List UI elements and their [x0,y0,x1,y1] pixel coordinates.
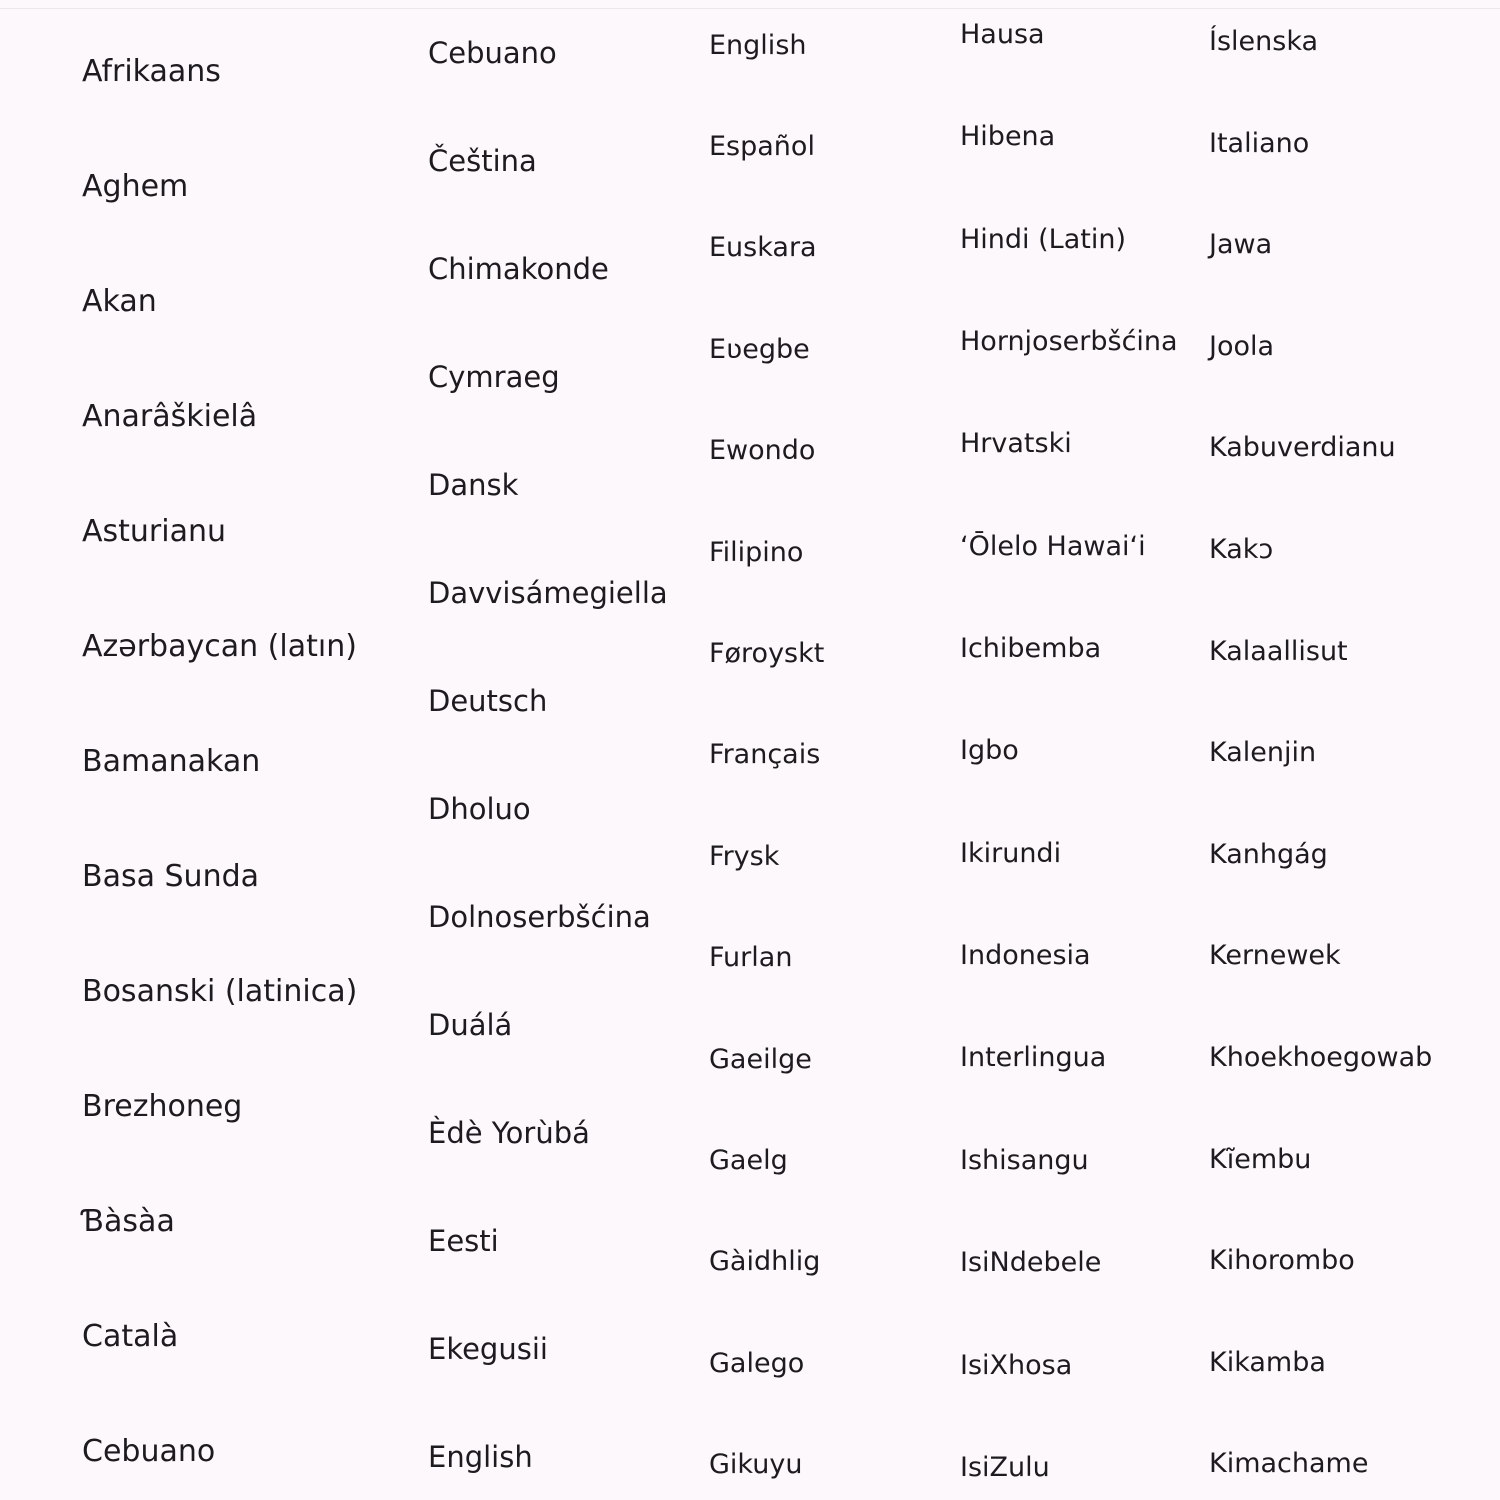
language-option[interactable]: IsiXhosa [960,1350,1073,1381]
language-option[interactable]: Dholuo [428,792,531,826]
language-option[interactable]: Français [709,739,821,770]
language-option[interactable]: English [428,1440,533,1474]
language-option[interactable]: Indonesia [960,940,1091,971]
language-option[interactable]: Euskara [709,232,817,263]
language-option[interactable]: Gikuyu [709,1449,803,1480]
language-option[interactable]: Afrikaans [82,54,221,89]
language-option[interactable]: Hrvatski [960,428,1072,459]
language-option[interactable]: Kernewek [1209,940,1341,971]
language-option[interactable]: Ɓàsàa [82,1204,175,1239]
language-option[interactable]: Davvisámegiella [428,576,668,610]
language-option[interactable]: Ewondo [709,435,816,466]
language-column-2 [428,0,688,1500]
language-option[interactable]: Hausa [960,19,1045,50]
language-option[interactable]: Filipino [709,537,804,568]
language-option[interactable]: Català [82,1319,179,1354]
language-option[interactable]: English [709,30,807,61]
language-option[interactable]: Azərbaycan (latın) [82,629,357,664]
language-option[interactable]: Kikamba [1209,1347,1326,1378]
language-option[interactable]: Dolnoserbšćina [428,900,651,934]
language-option[interactable]: Kalenjin [1209,737,1317,768]
language-option[interactable]: Kĩembu [1209,1144,1312,1175]
language-option[interactable]: Føroyskt [709,638,825,669]
language-option[interactable]: Ikirundi [960,838,1062,869]
language-option[interactable]: Bosanski (latinica) [82,974,358,1009]
language-option[interactable]: Kabuverdianu [1209,432,1396,463]
language-column-1 [82,0,412,1500]
language-option[interactable]: Khoekhoegowab [1209,1042,1433,1073]
language-option[interactable]: Eʋegbe [709,334,810,365]
language-option[interactable]: Cebuano [82,1434,216,1469]
language-option[interactable]: Duálá [428,1008,513,1042]
language-option[interactable]: Íslenska [1209,26,1319,57]
language-option[interactable]: IsiNdebele [960,1247,1102,1278]
language-option[interactable]: Kanhgág [1209,839,1328,870]
language-column-3 [709,0,949,1500]
language-option[interactable]: Ekegusii [428,1332,548,1366]
language-option[interactable]: Furlan [709,942,793,973]
language-option[interactable]: Aghem [82,169,189,204]
language-option[interactable]: Dansk [428,468,519,502]
language-option[interactable]: Gàidhlig [709,1246,821,1277]
language-option[interactable]: Hornjoserbšćina [960,326,1178,357]
language-option[interactable]: Eesti [428,1224,499,1258]
language-option[interactable]: Kihorombo [1209,1245,1355,1276]
language-option[interactable]: Interlingua [960,1042,1107,1073]
language-column-4 [960,0,1200,1500]
language-option[interactable]: Frysk [709,841,780,872]
language-option[interactable]: Čeština [428,144,537,178]
language-option[interactable]: Español [709,131,815,162]
language-option[interactable]: Kakɔ [1209,534,1274,565]
language-option[interactable]: ʻŌlelo Hawaiʻi [960,531,1146,562]
language-option[interactable]: Kalaallisut [1209,636,1348,667]
language-option[interactable]: Asturianu [82,514,227,549]
language-option[interactable]: Kimachame [1209,1448,1369,1479]
language-option[interactable]: Galego [709,1348,805,1379]
language-option[interactable]: Gaeilge [709,1044,812,1075]
language-option[interactable]: Ichibemba [960,633,1102,664]
language-option[interactable]: Basa Sunda [82,859,260,894]
language-option[interactable]: Akan [82,284,157,319]
language-option[interactable]: Cebuano [428,36,557,70]
language-option[interactable]: Anarâškielâ [82,399,258,434]
language-column-5 [1209,0,1479,1500]
language-option[interactable]: Gaelg [709,1145,788,1176]
language-option[interactable]: Igbo [960,735,1019,766]
language-option[interactable]: Ishisangu [960,1145,1089,1176]
language-option[interactable]: Èdè Yorùbá [428,1116,590,1150]
language-option[interactable]: IsiZulu [960,1452,1050,1483]
language-option[interactable]: Chimakonde [428,252,609,286]
language-option[interactable]: Bamanakan [82,744,261,779]
language-option[interactable]: Brezhoneg [82,1089,243,1124]
language-option[interactable]: Cymraeg [428,360,560,394]
language-option[interactable]: Jawa [1209,229,1273,260]
language-option[interactable]: Hibena [960,121,1056,152]
language-option[interactable]: Deutsch [428,684,548,718]
language-option[interactable]: Italiano [1209,128,1310,159]
language-option[interactable]: Hindi (Latin) [960,224,1126,255]
language-option[interactable]: Joola [1209,331,1275,362]
